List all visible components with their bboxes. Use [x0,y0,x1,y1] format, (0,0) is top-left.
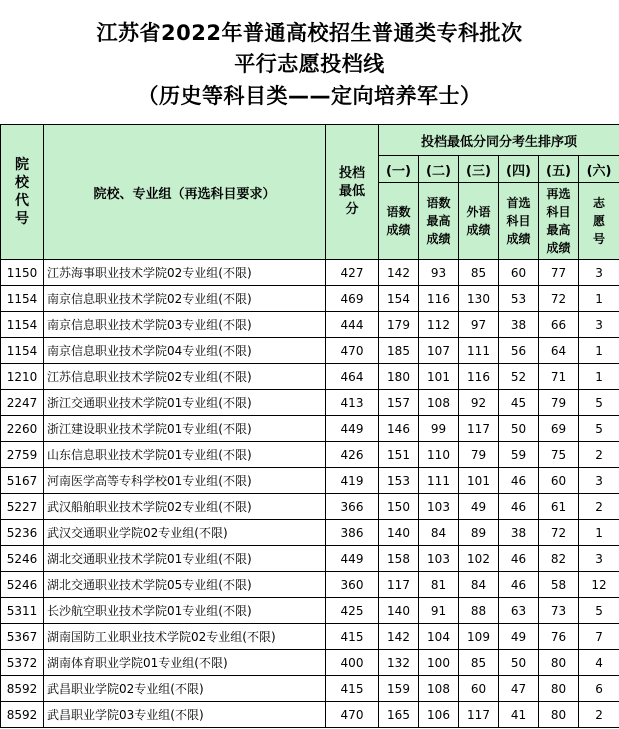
cell-foreign-language: 97 [459,312,499,338]
header-sub-2: 语数最高成绩 [419,183,459,260]
cell-foreign-language: 79 [459,442,499,468]
cell-secondary-subject-max: 66 [539,312,579,338]
cell-school-name: 浙江交通职业技术学院01专业组(不限) [44,390,326,416]
cell-primary-subject: 46 [499,546,539,572]
cell-chinese-math: 154 [379,286,419,312]
cell-school-name: 南京信息职业技术学院04专业组(不限) [44,338,326,364]
cell-chinese-math: 117 [379,572,419,598]
cell-school-name: 湖北交通职业技术学院01专业组(不限) [44,546,326,572]
cell-primary-subject: 41 [499,702,539,728]
cell-secondary-subject-max: 58 [539,572,579,598]
cell-school-code: 5246 [1,572,44,598]
cell-min-score: 464 [326,364,379,390]
table-row [1,702,619,728]
cell-primary-subject: 49 [499,624,539,650]
cell-foreign-language: 85 [459,650,499,676]
cell-school-code: 5227 [1,494,44,520]
cell-primary-subject: 38 [499,520,539,546]
cell-foreign-language: 116 [459,364,499,390]
cell-primary-subject: 38 [499,312,539,338]
cell-foreign-language: 49 [459,494,499,520]
cell-preference-number: 12 [579,572,619,598]
cell-min-score: 469 [326,286,379,312]
cell-school-code: 1154 [1,312,44,338]
cell-secondary-subject-max: 73 [539,598,579,624]
table-row [1,650,619,676]
cell-chinese-math-max: 93 [419,260,459,286]
cell-primary-subject: 60 [499,260,539,286]
cell-min-score: 449 [326,546,379,572]
cell-school-code: 5311 [1,598,44,624]
cell-chinese-math-max: 104 [419,624,459,650]
cell-primary-subject: 63 [499,598,539,624]
cell-min-score: 470 [326,338,379,364]
cell-secondary-subject-max: 71 [539,364,579,390]
cell-min-score: 360 [326,572,379,598]
cell-primary-subject: 45 [499,390,539,416]
cell-school-code: 5167 [1,468,44,494]
cell-chinese-math-max: 108 [419,676,459,702]
cell-foreign-language: 101 [459,468,499,494]
cell-min-score: 444 [326,312,379,338]
cell-min-score: 470 [326,702,379,728]
cell-school-name: 湖南国防工业职业技术学院02专业组(不限) [44,624,326,650]
cell-school-name: 南京信息职业技术学院03专业组(不限) [44,312,326,338]
cell-primary-subject: 50 [499,416,539,442]
cell-primary-subject: 52 [499,364,539,390]
cell-foreign-language: 60 [459,676,499,702]
cell-secondary-subject-max: 72 [539,520,579,546]
cell-preference-number: 3 [579,468,619,494]
table-row [1,260,619,286]
cell-school-name: 武汉交通职业学院02专业组(不限) [44,520,326,546]
cell-preference-number: 3 [579,260,619,286]
header-roman-3: (三) [459,156,499,183]
cell-foreign-language: 84 [459,572,499,598]
cell-chinese-math: 179 [379,312,419,338]
table-row [1,572,619,598]
cell-chinese-math: 146 [379,416,419,442]
header-school-code: 院校代号 [1,125,44,260]
cell-preference-number: 1 [579,286,619,312]
cell-preference-number: 2 [579,442,619,468]
cell-chinese-math: 159 [379,676,419,702]
cell-chinese-math-max: 101 [419,364,459,390]
document-title-line3: （历史等科目类——定向培养军士） [137,84,482,108]
cell-chinese-math: 165 [379,702,419,728]
cell-min-score: 413 [326,390,379,416]
table-row [1,520,619,546]
cell-min-score: 419 [326,468,379,494]
cell-chinese-math: 140 [379,598,419,624]
cell-chinese-math: 157 [379,390,419,416]
cell-foreign-language: 88 [459,598,499,624]
cell-preference-number: 1 [579,520,619,546]
header-roman-2: (二) [419,156,459,183]
cell-min-score: 366 [326,494,379,520]
cell-school-name: 长沙航空职业技术学院01专业组(不限) [44,598,326,624]
cell-min-score: 400 [326,650,379,676]
cell-min-score: 449 [326,416,379,442]
cell-chinese-math: 142 [379,260,419,286]
cell-school-name: 武昌职业学院03专业组(不限) [44,702,326,728]
cell-school-name: 山东信息职业技术学院01专业组(不限) [44,442,326,468]
cell-school-code: 2247 [1,390,44,416]
cell-min-score: 415 [326,624,379,650]
header-school-name: 院校、专业组（再选科目要求） [44,125,326,260]
cell-school-name: 浙江建设职业技术学院01专业组(不限) [44,416,326,442]
cell-preference-number: 6 [579,676,619,702]
cell-chinese-math-max: 108 [419,390,459,416]
cell-school-code: 1150 [1,260,44,286]
cell-school-name: 河南医学高等专科学校01专业组(不限) [44,468,326,494]
cell-chinese-math: 185 [379,338,419,364]
cell-school-code: 5367 [1,624,44,650]
cell-preference-number: 4 [579,650,619,676]
cell-min-score: 386 [326,520,379,546]
header-sub-5: 再选科目最高成绩 [539,183,579,260]
cell-school-code: 8592 [1,676,44,702]
cell-secondary-subject-max: 82 [539,546,579,572]
cell-primary-subject: 46 [499,572,539,598]
table-row [1,494,619,520]
cell-secondary-subject-max: 69 [539,416,579,442]
cell-school-name: 南京信息职业技术学院02专业组(不限) [44,286,326,312]
cell-preference-number: 5 [579,390,619,416]
cell-chinese-math: 140 [379,520,419,546]
cell-school-name: 武昌职业学院02专业组(不限) [44,676,326,702]
cell-chinese-math: 142 [379,624,419,650]
cell-chinese-math-max: 110 [419,442,459,468]
table-row [1,312,619,338]
cell-min-score: 425 [326,598,379,624]
cell-chinese-math-max: 103 [419,494,459,520]
cell-school-code: 8592 [1,702,44,728]
table-row [1,624,619,650]
cell-chinese-math-max: 100 [419,650,459,676]
cell-foreign-language: 102 [459,546,499,572]
cell-secondary-subject-max: 79 [539,390,579,416]
cell-primary-subject: 53 [499,286,539,312]
cell-primary-subject: 46 [499,494,539,520]
cell-school-name: 江苏海事职业技术学院02专业组(不限) [44,260,326,286]
cell-chinese-math: 158 [379,546,419,572]
cell-secondary-subject-max: 80 [539,676,579,702]
cell-secondary-subject-max: 76 [539,624,579,650]
cell-school-name: 武汉船舶职业技术学院02专业组(不限) [44,494,326,520]
cell-school-code: 5246 [1,546,44,572]
cell-chinese-math-max: 107 [419,338,459,364]
header-sub-6: 志愿号 [579,183,619,260]
header-sub-3: 外语成绩 [459,183,499,260]
cell-school-name: 湖北交通职业技术学院05专业组(不限) [44,572,326,598]
cell-primary-subject: 50 [499,650,539,676]
cell-preference-number: 3 [579,546,619,572]
table-row [1,442,619,468]
cell-primary-subject: 56 [499,338,539,364]
cell-school-code: 1154 [1,286,44,312]
cell-preference-number: 1 [579,364,619,390]
table-row [1,390,619,416]
table-row [1,546,619,572]
cell-min-score: 427 [326,260,379,286]
cell-foreign-language: 85 [459,260,499,286]
cell-primary-subject: 46 [499,468,539,494]
cell-preference-number: 2 [579,494,619,520]
cell-chinese-math-max: 116 [419,286,459,312]
table-body [1,260,619,728]
cell-foreign-language: 92 [459,390,499,416]
cell-preference-number: 5 [579,598,619,624]
cell-school-code: 2260 [1,416,44,442]
header-roman-4: (四) [499,156,539,183]
cell-foreign-language: 117 [459,702,499,728]
cell-school-name: 湖南体育职业学院01专业组(不限) [44,650,326,676]
table-row [1,676,619,702]
cell-chinese-math: 150 [379,494,419,520]
cell-min-score: 426 [326,442,379,468]
cell-foreign-language: 111 [459,338,499,364]
cell-secondary-subject-max: 64 [539,338,579,364]
cell-foreign-language: 117 [459,416,499,442]
cell-school-code: 1210 [1,364,44,390]
cell-preference-number: 2 [579,702,619,728]
cell-chinese-math: 153 [379,468,419,494]
cell-school-code: 2759 [1,442,44,468]
cell-chinese-math: 132 [379,650,419,676]
cell-school-code: 1154 [1,338,44,364]
header-roman-6: (六) [579,156,619,183]
cell-chinese-math-max: 84 [419,520,459,546]
cell-secondary-subject-max: 72 [539,286,579,312]
cell-chinese-math: 151 [379,442,419,468]
cell-primary-subject: 59 [499,442,539,468]
cell-school-code: 5236 [1,520,44,546]
cell-primary-subject: 47 [499,676,539,702]
cell-preference-number: 5 [579,416,619,442]
document-title-line2: 平行志愿投档线 [234,52,385,76]
cell-chinese-math-max: 99 [419,416,459,442]
cell-school-name: 江苏信息职业技术学院02专业组(不限) [44,364,326,390]
header-min-score: 投档最低分 [326,125,379,260]
cell-secondary-subject-max: 75 [539,442,579,468]
cell-secondary-subject-max: 80 [539,702,579,728]
header-sub-4: 首选科目成绩 [499,183,539,260]
cell-preference-number: 7 [579,624,619,650]
cell-school-code: 5372 [1,650,44,676]
header-roman-5: (五) [539,156,579,183]
document-title-line1: 江苏省2022年普通高校招生普通类专科批次 [96,21,523,45]
header-tiebreak-group: 投档最低分同分考生排序项 [379,125,619,156]
table-row [1,286,619,312]
cell-chinese-math-max: 103 [419,546,459,572]
cell-chinese-math: 180 [379,364,419,390]
admission-score-table [0,124,619,728]
cell-chinese-math-max: 91 [419,598,459,624]
cell-chinese-math-max: 81 [419,572,459,598]
cell-secondary-subject-max: 61 [539,494,579,520]
cell-min-score: 415 [326,676,379,702]
cell-chinese-math-max: 106 [419,702,459,728]
table-row [1,364,619,390]
cell-foreign-language: 109 [459,624,499,650]
cell-foreign-language: 130 [459,286,499,312]
cell-secondary-subject-max: 60 [539,468,579,494]
table-row [1,468,619,494]
cell-secondary-subject-max: 77 [539,260,579,286]
header-sub-1: 语数成绩 [379,183,419,260]
table-row [1,598,619,624]
cell-foreign-language: 89 [459,520,499,546]
header-roman-1: (一) [379,156,419,183]
table-row [1,416,619,442]
table-row [1,338,619,364]
cell-preference-number: 3 [579,312,619,338]
cell-secondary-subject-max: 80 [539,650,579,676]
cell-chinese-math-max: 111 [419,468,459,494]
cell-preference-number: 1 [579,338,619,364]
cell-chinese-math-max: 112 [419,312,459,338]
